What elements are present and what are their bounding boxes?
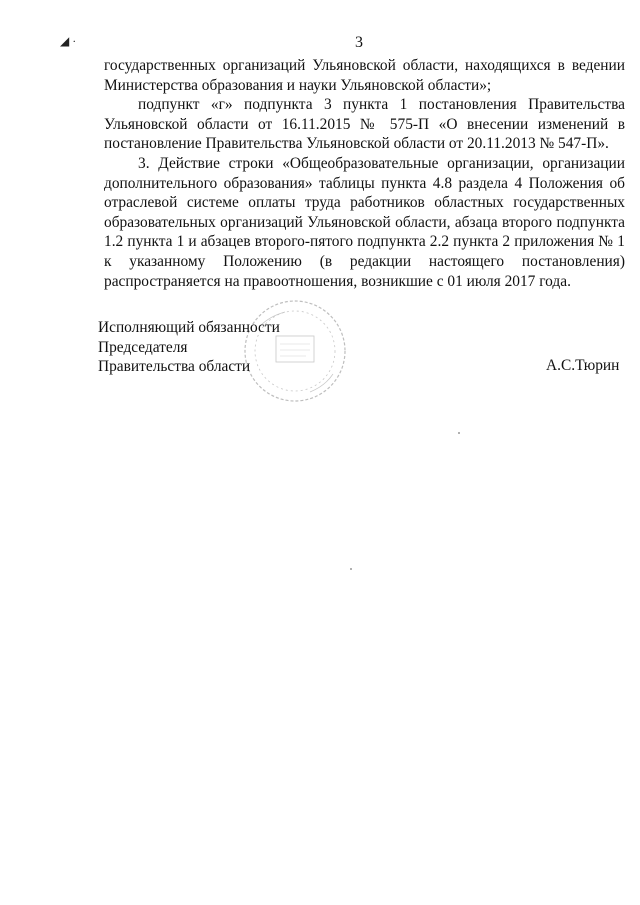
paragraph-subpoint: подпункт «г» подпункта 3 пункта 1 постановления Правительства Ульяновской области от 16.11.2015 № 575-П «О внесении изменений в постановление Правительства Ульяновской области от 20.11.2013 № 547-П». <box>104 96 625 153</box>
signature-title-line-3: Правительства области <box>98 358 251 376</box>
scan-speck <box>350 568 352 570</box>
page-number: 3 <box>355 34 363 51</box>
signature-title-line-1: Исполняющий обязанности <box>98 319 280 336</box>
paragraph-continuation: государственных организаций Ульяновской области, находящихся в ведении Министерства образования и науки Ульяновской области»; <box>104 57 625 94</box>
paragraph-clause-3: 3. Действие строки «Общеобразовательные организации, организации дополнительного образования» таблицы пункта 4.8 раздела 4 Положения об отраслевой системе оплаты труда работников областных государственных образовательных организаций Ульяновской области, абзаца второго подпункта 1.2 пункта 1 и абзацев второго-пятого подпункта 2.2 пункта 2 приложения № 1 к указанному Положению (в редакции настоящего постановления) распространяется на правоотношения, возникшие с 01 июля 2017 года. <box>104 154 625 290</box>
signature-title-line-2: Председателя <box>98 338 188 356</box>
signature-block <box>98 318 280 377</box>
scan-artifact-icon: ◢ · <box>60 34 77 48</box>
scan-speck <box>458 432 460 434</box>
signer-name: А.С.Тюрин <box>546 357 620 374</box>
document-body <box>104 56 625 291</box>
